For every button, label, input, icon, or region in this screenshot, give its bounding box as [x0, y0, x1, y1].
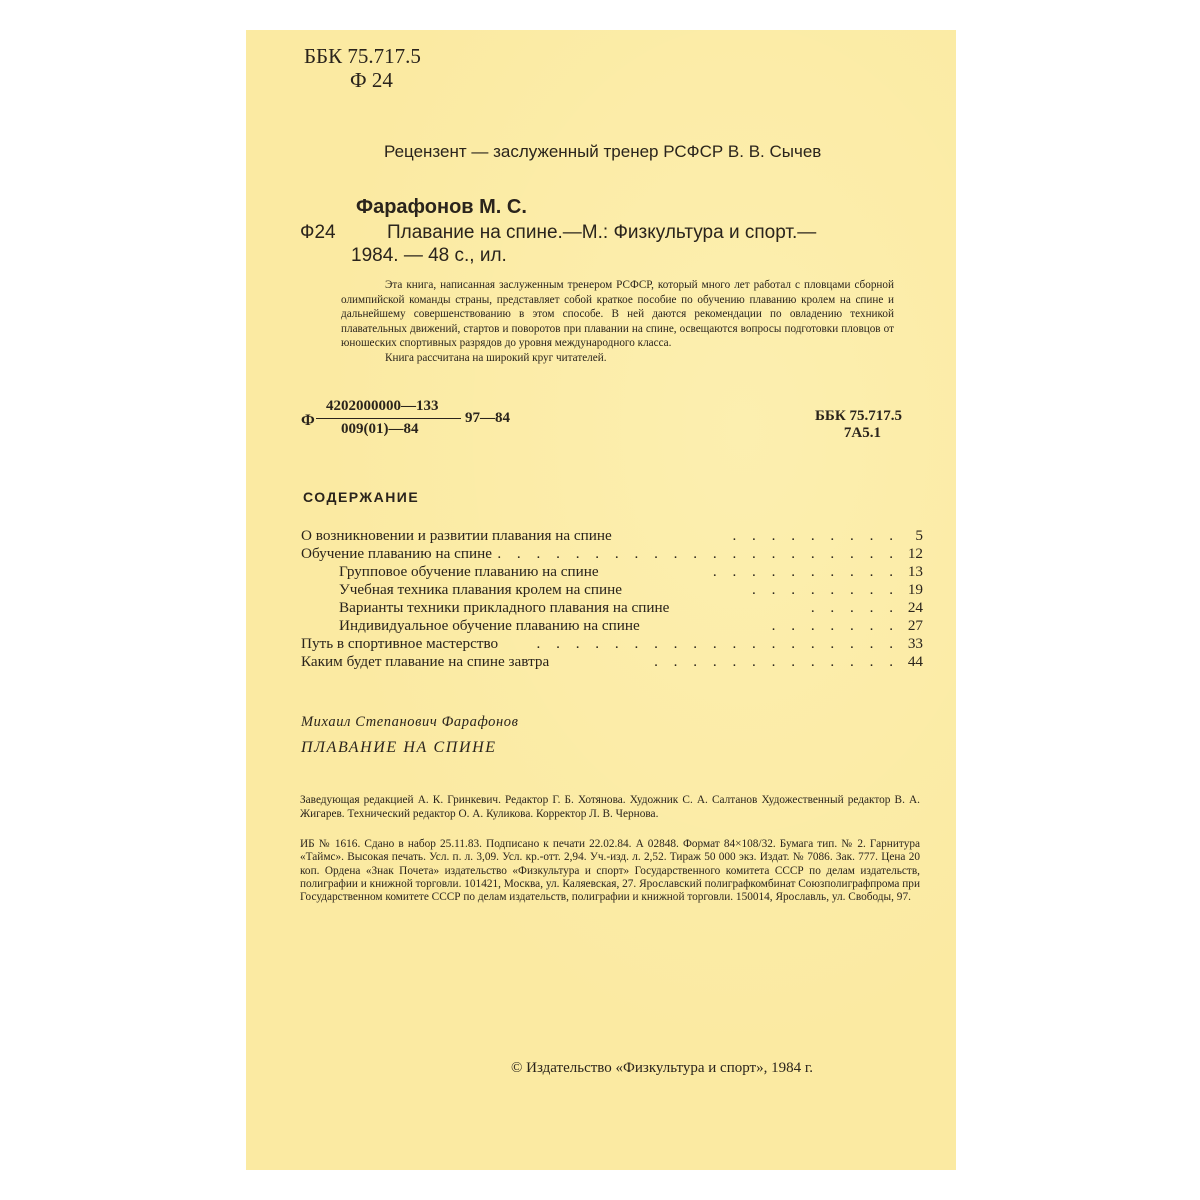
- toc-item-dots: . . . . . . .: [771, 617, 899, 634]
- fraction-line: [316, 418, 461, 419]
- toc-item-title: Групповое обучение плаванию на спине: [339, 563, 599, 580]
- toc-item-page: 44: [907, 653, 923, 670]
- abstract: [341, 278, 894, 366]
- index-numerator: 4202000000—133: [326, 398, 439, 414]
- abstract-paragraph-audience: Книга рассчитана на широкий круг читателей.: [385, 351, 607, 364]
- toc-item-title: Каким будет плавание на спине завтра: [301, 653, 550, 670]
- bbk-header: [304, 44, 421, 92]
- toc-item-title: Варианты техники прикладного плавания на спине: [339, 599, 670, 616]
- toc-item-page: 33: [907, 635, 923, 652]
- toc-item-dots: . . . . . . . . . .: [712, 563, 899, 580]
- catalog-shelf-mark: Ф24: [300, 222, 336, 243]
- toc-item[interactable]: [301, 653, 923, 671]
- abstract-paragraph: Эта книга, написанная заслуженным тренером РСФСР, который много лет работал с пловцами сборной олимпийской команды страны, представляет собой краткое пособие по обучению плаванию кролем на спине и дальнейшему совершенствованию в этом способе. В ней даются рекомендации по овладению техникой плавательных движений, стартов и поворотов при плавании на спине, освещаются вопросы подготовки пловцов от юношеских спортивных разрядов до уровня международного класса.: [341, 279, 894, 350]
- toc-item-page: 13: [907, 563, 923, 580]
- bbk-right-code: ББК 75.717.5: [815, 408, 902, 424]
- toc-item-title: Обучение плаванию на спине: [301, 545, 492, 562]
- toc-item-dots: . . . . . . . .: [752, 581, 899, 598]
- toc-item-page: 12: [907, 545, 923, 562]
- toc-item[interactable]: [301, 563, 923, 581]
- toc-item-page: 27: [907, 617, 923, 634]
- toc-item[interactable]: [301, 599, 923, 617]
- toc-item-dots: . . . . . . . . . . . . . . . . . . .: [536, 635, 899, 652]
- toc-item-page: 19: [907, 581, 923, 598]
- bbk-right-block: [815, 408, 902, 442]
- copyright-line: © Издательство «Физкультура и спорт», 1984 г.: [511, 1060, 814, 1076]
- catalog-author: Фарафонов М. С.: [356, 196, 527, 218]
- toc-item[interactable]: [301, 581, 923, 599]
- toc-item[interactable]: [301, 617, 923, 635]
- index-denominator: 009(01)—84: [341, 421, 419, 437]
- toc-item[interactable]: [301, 527, 923, 545]
- index-letter: Ф: [301, 412, 315, 429]
- colophon-imprint: ИБ № 1616. Сдано в набор 25.11.83. Подписано к печати 22.02.84. А 02848. Формат 84×108/32. Бумага тип. № 2. Гарнитура «Таймс». Высокая печать. Усл. п. л. 3,09. Усл. кр.-отт. 2,94. Уч.-изд. л. 2,52. Тираж 50 000 экз. Издат. № 7086. Зак. 777. Цена 20 коп. Ордена «Знак Почета» издательство «Физкультура и спорт» Государственного комитета СССР по делам издательств, полиграфии и книжной торговли. 101421, Москва, ул. Каляевская, 27. Ярославский полиграфкомбинат Союзполиграфпрома при Государственном комитете СССР по делам издательств, полиграфии и книжной торговли. 150014, Ярославль, ул. Свободы, 97.: [300, 838, 920, 904]
- contents-heading: СОДЕРЖАНИЕ: [303, 489, 420, 505]
- colophon-staff: Заведующая редакцией А. К. Гринкевич. Редактор Г. Б. Хотянова. Художник С. А. Салтанов Художественный редактор В. А. Жигарев. Технический редактор О. А. Куликова. Корректор Л. В. Чернова.: [300, 794, 920, 820]
- toc-item[interactable]: [301, 635, 923, 653]
- toc-item[interactable]: [301, 545, 923, 563]
- toc-item-dots: . . . . . . . . .: [732, 527, 899, 544]
- toc-item-dots: . . . . . . . . . . . . .: [654, 653, 899, 670]
- toc-item-dots: . . . . . . . . . . . . . . . . . . . . .: [497, 545, 899, 562]
- toc-item-page: 5: [915, 527, 923, 544]
- toc-item-page: 24: [907, 599, 923, 616]
- reviewer-line: Рецензент — заслуженный тренер РСФСР В. В. Сычев: [384, 142, 822, 161]
- index-side-code: 97—84: [465, 410, 510, 426]
- toc-item-dots: . . . . .: [810, 599, 899, 616]
- catalog-year-line: 1984. — 48 с., ил.: [351, 245, 507, 266]
- toc-item-title: Учебная техника плавания кролем на спине: [339, 581, 623, 598]
- shelf-code: Ф 24: [350, 68, 393, 92]
- book-page: [246, 30, 956, 1170]
- bbk-right-subcode: 7А5.1: [843, 425, 881, 441]
- bbk-code: ББК 75.717.5: [304, 44, 421, 68]
- table-of-contents: [301, 527, 923, 671]
- toc-item-title: О возникновении и развитии плавания на спине: [301, 527, 612, 544]
- toc-item-title: Путь в спортивное мастерство: [301, 635, 499, 652]
- colophon-author: Михаил Степанович Фарафонов: [301, 714, 519, 730]
- catalog-title-line: Плавание на спине.—М.: Физкультура и спорт.—: [387, 222, 817, 243]
- colophon-book-title: ПЛАВАНИЕ НА СПИНЕ: [301, 739, 497, 756]
- toc-item-title: Индивидуальное обучение плаванию на спине: [339, 617, 640, 634]
